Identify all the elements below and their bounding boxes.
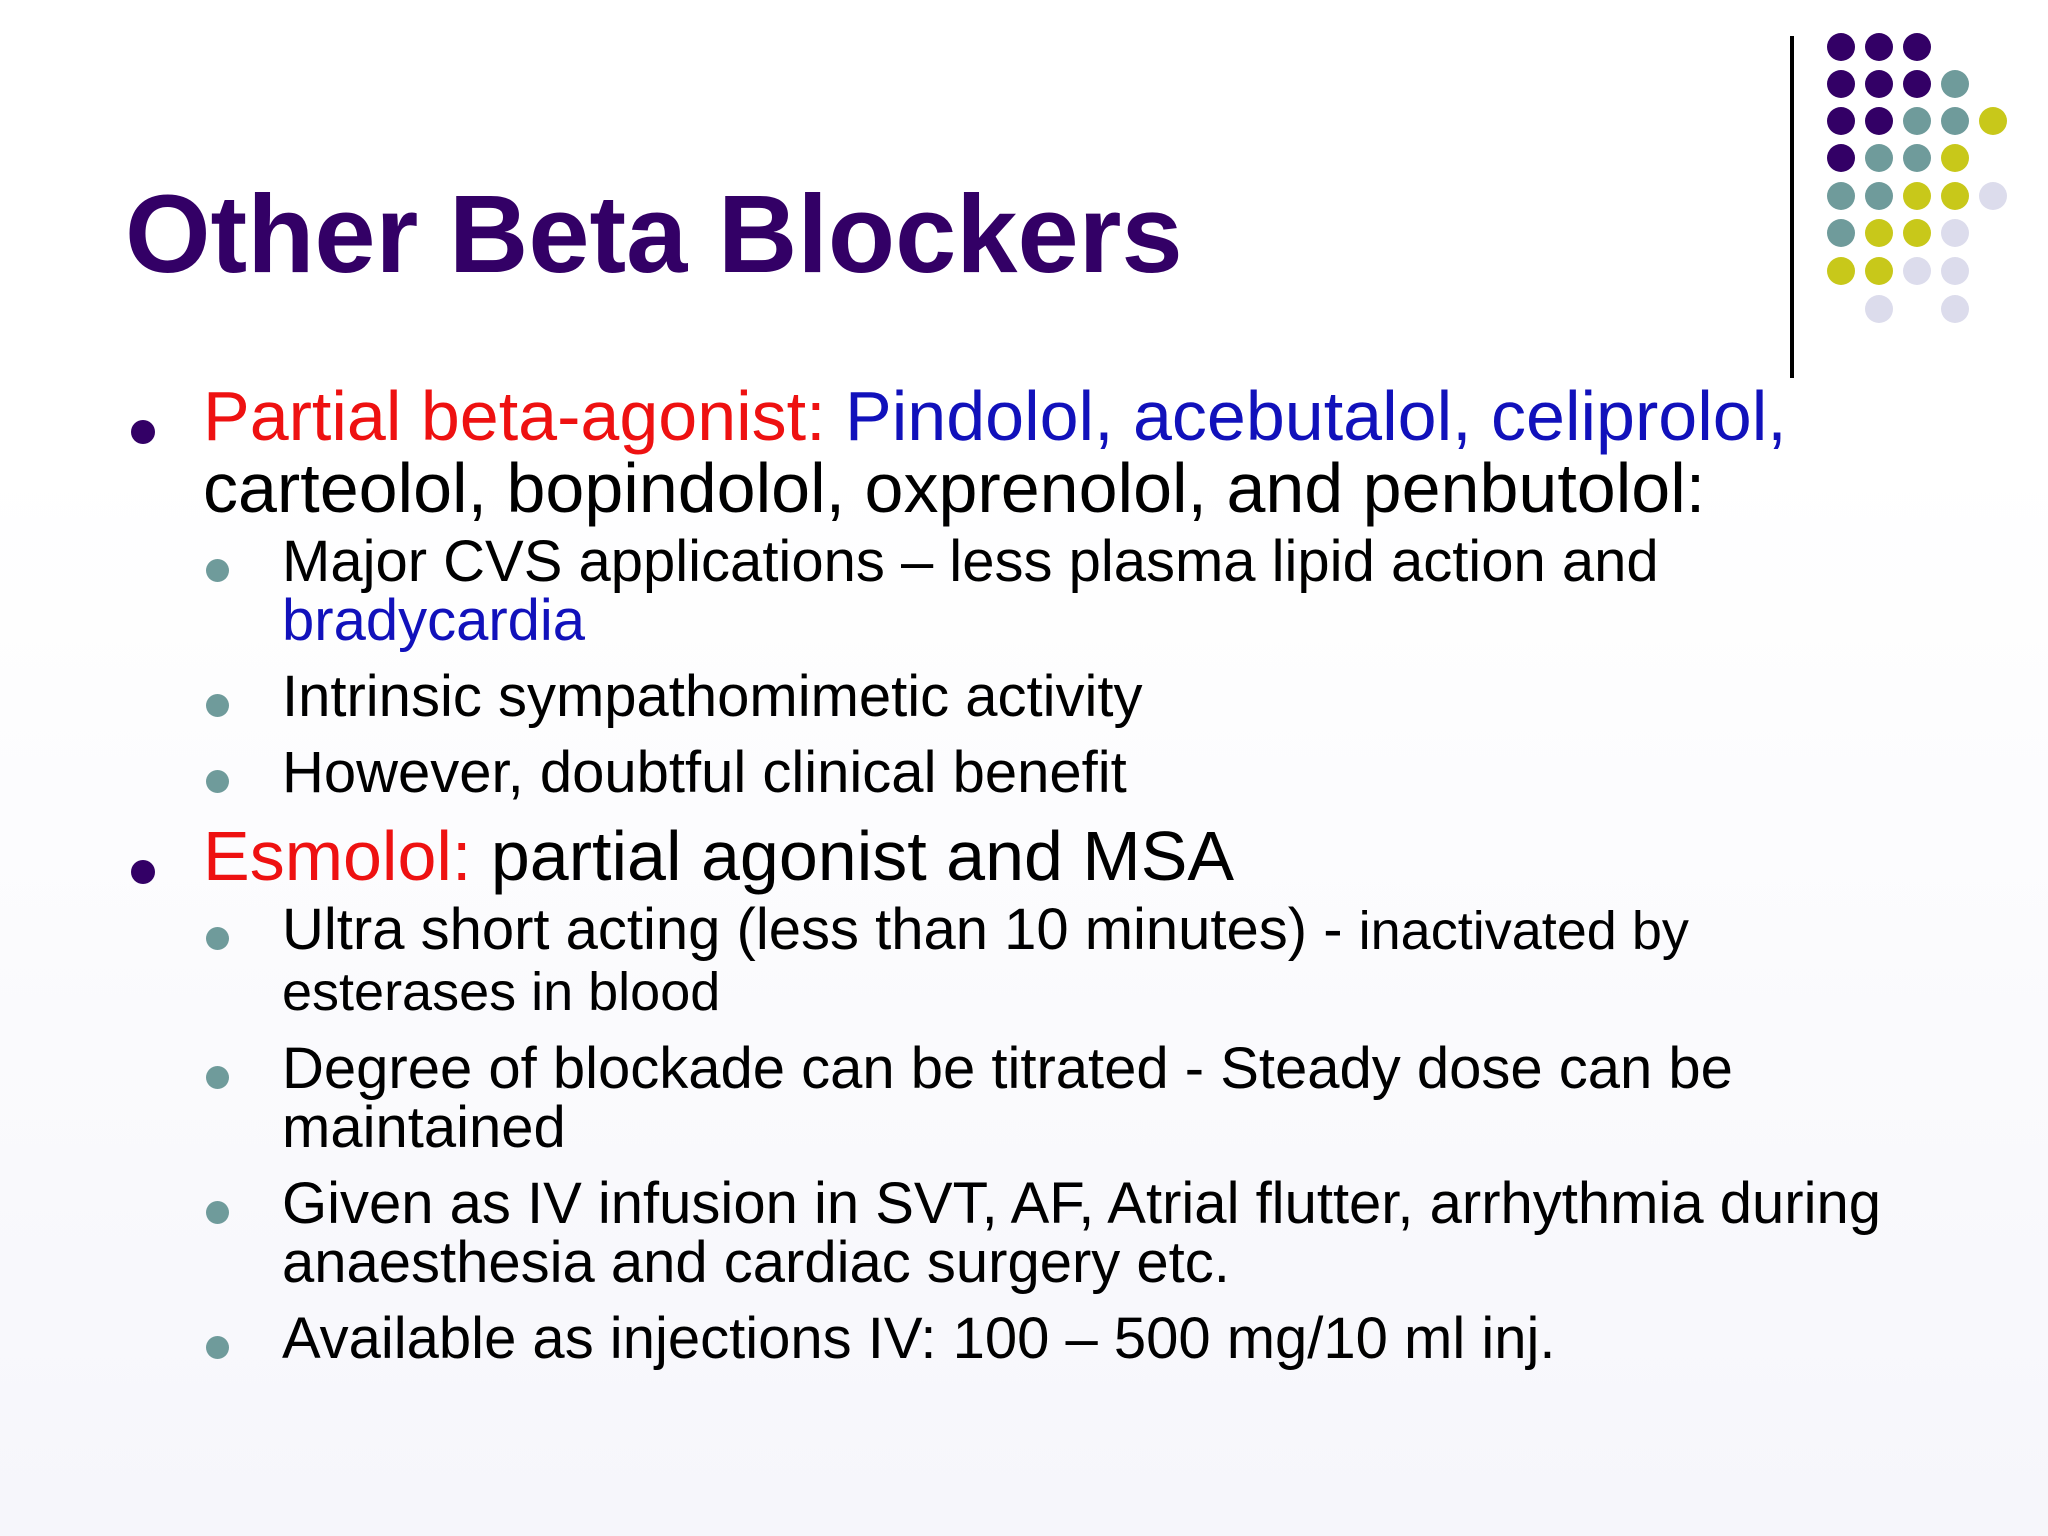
decor-dot (1865, 257, 1893, 285)
bullet-point (125, 817, 1925, 895)
sub-bullet-point (125, 1036, 1925, 1160)
sub-point-text: Available as injections IV: 100 – 500 mg/10 ml inj. (282, 1306, 1556, 1371)
decor-dot (1941, 144, 1969, 172)
decor-dot (1941, 182, 1969, 210)
sub-point-text: Ultra short acting (less than 10 minutes) - (282, 897, 1359, 962)
sub-bullet-point (125, 1171, 1925, 1295)
decor-dot (1865, 182, 1893, 210)
decor-dot (1941, 107, 1969, 135)
sub-bullet-icon (206, 927, 229, 950)
decor-dot (1903, 70, 1931, 98)
decor-dot (1827, 107, 1855, 135)
sub-bullet-point (125, 1306, 1925, 1371)
sub-point-text: However, doubtful clinical benefit (282, 740, 1127, 805)
decor-dot (1903, 182, 1931, 210)
bullet-point (125, 377, 1925, 527)
sub-bullet-icon (206, 559, 229, 582)
sub-bullet-icon (206, 1066, 229, 1089)
decor-dot (1941, 70, 1969, 98)
bullet-icon (131, 860, 155, 884)
decor-dot (1827, 257, 1855, 285)
decor-dot (1979, 107, 2007, 135)
decor-dot (1903, 144, 1931, 172)
sub-bullet-icon (206, 1336, 229, 1359)
decor-dot (1979, 182, 2007, 210)
decor-dot (1865, 107, 1893, 135)
sub-point-highlight: bradycardia (282, 588, 586, 653)
decor-dot (1903, 219, 1931, 247)
sub-bullet-point (125, 664, 1925, 729)
point-lead: Partial beta-agonist: (203, 377, 846, 455)
decor-dot (1865, 144, 1893, 172)
sub-point-text: Given as IV infusion in SVT, AF, Atrial flutter, arrhythmia during anaesthesia and cardiac surgery etc. (282, 1171, 1881, 1295)
decor-dot (1827, 33, 1855, 61)
point-highlight: Pindolol, acebutalol, celiprolol, (845, 377, 1787, 455)
decor-dot (1941, 295, 1969, 323)
sub-bullet-icon (206, 694, 229, 717)
decor-dot (1865, 219, 1893, 247)
decor-dot (1827, 219, 1855, 247)
sub-bullet-point (125, 740, 1925, 805)
sub-point-small: inactivated by esterases in blood (282, 901, 1689, 1022)
decor-dot (1827, 144, 1855, 172)
decor-dot (1865, 70, 1893, 98)
decor-dot (1941, 257, 1969, 285)
decor-dot (1903, 107, 1931, 135)
point-rest: partial agonist and MSA (471, 817, 1235, 895)
vertical-divider (1790, 36, 1794, 378)
decor-dot (1827, 182, 1855, 210)
sub-bullet-icon (206, 1201, 229, 1224)
decor-dot (1865, 295, 1893, 323)
decor-dot (1903, 257, 1931, 285)
slide-title: Other Beta Blockers (125, 173, 1183, 296)
decor-dot (1865, 33, 1893, 61)
sub-bullet-point (125, 897, 1925, 1022)
point-lead: Esmolol: (203, 817, 472, 895)
sub-point-text: Major CVS applications – less plasma lipid action and (282, 529, 1659, 594)
decor-dot (1903, 33, 1931, 61)
decor-dot (1941, 219, 1969, 247)
sub-bullet-point (125, 529, 1925, 653)
sub-point-text: Degree of blockade can be titrated - Steady dose can be maintained (282, 1036, 1733, 1160)
slide-content (125, 377, 1925, 1385)
decor-dot (1827, 70, 1855, 98)
bullet-icon (131, 420, 155, 444)
point-rest: carteolol, bopindolol, oxprenolol, and penbutolol: (203, 449, 1706, 527)
sub-point-text: Intrinsic sympathomimetic activity (282, 664, 1143, 729)
sub-bullet-icon (206, 770, 229, 793)
